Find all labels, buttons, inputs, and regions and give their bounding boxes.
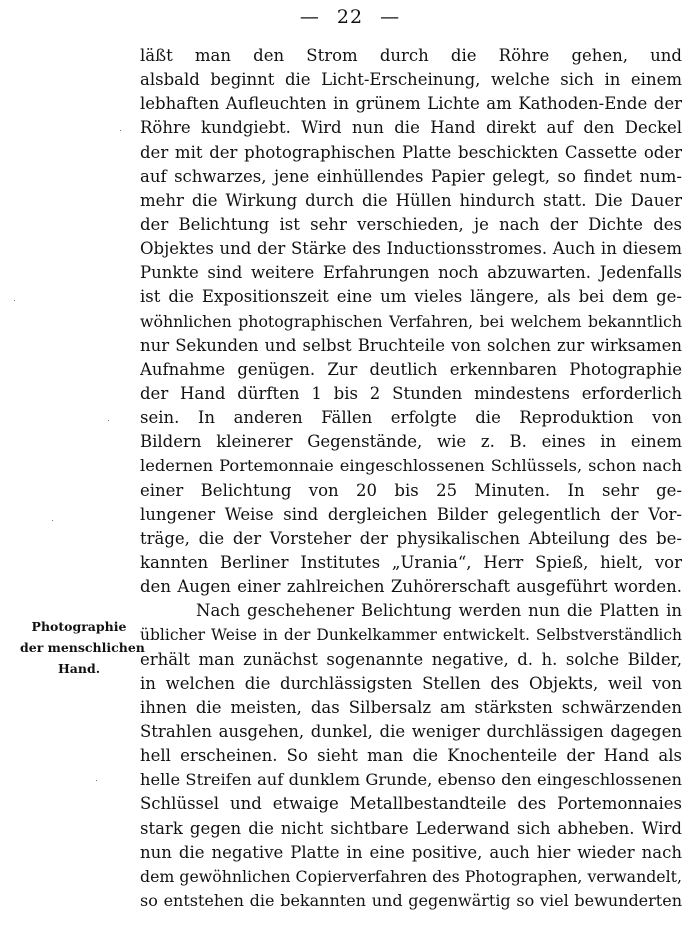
text-line: lungener Weise sind dergleichen Bilder gelegentlich der Vor-: [140, 504, 682, 524]
page-number: [0, 6, 700, 28]
text-line: kannten Berliner Institutes „Urania“, Herr Spieß, hielt, vor: [140, 552, 682, 572]
text-line: auf schwarzes, jene einhüllendes Papier gelegt, so findet num-: [140, 166, 682, 186]
scan-speck: [120, 130, 121, 131]
scan-speck: [96, 780, 97, 781]
text-line: erhält man zunächst sogenannte negative, d. h. solche Bilder,: [140, 649, 682, 669]
text-line: Röhre kundgiebt. Wird nun die Hand direkt auf den Deckel: [140, 118, 682, 138]
text-line: träge, die der Vorsteher der physikalischen Abteilung des be-: [140, 528, 682, 548]
text-line: ist die Expositionszeit eine um vieles längere, als bei dem ge-: [140, 287, 682, 307]
text-line: dem gewöhnlichen Copierverfahren des Photographen, verwandelt,: [140, 866, 682, 886]
text-line: Punkte sind weitere Erfahrungen noch abzuwarten. Jedenfalls: [140, 263, 682, 283]
text-line: Schlüssel und etwaige Metallbestandteile des Portemonnaies: [140, 794, 682, 814]
text-line: Aufnahme genügen. Zur deutlich erkennbaren Photographie: [140, 359, 682, 379]
margin-note-line: der menschlichen: [20, 640, 145, 655]
text-line: läßt man den Strom durch die Röhre gehen, und: [140, 46, 682, 65]
page-number-value: 22: [336, 6, 364, 28]
text-line: mehr die Wirkung durch die Hüllen hindurch statt. Die Dauer: [140, 190, 682, 210]
text-line: der mit der photographischen Platte beschickten Cassette oder: [140, 142, 682, 162]
text-line: nur Sekunden und selbst Bruchteile von solchen zur wirksamen: [140, 335, 682, 355]
margin-note: [20, 616, 145, 679]
margin-note-line: Hand.: [57, 661, 101, 676]
text-line: Bildern kleinerer Gegenstände, wie z. B. eines in einem: [140, 432, 682, 452]
text-line: ledernen Portemonnaie eingeschlossenen Schlüssels, schon nach: [140, 456, 682, 476]
scan-speck: [108, 420, 109, 421]
text-line: Objektes und der Stärke des Inductionsstromes. Auch in diesem: [140, 239, 682, 259]
margin-note-line: Photographie: [31, 619, 127, 634]
text-line: helle Streifen auf dunklem Grunde, ebenso den eingeschlossenen: [140, 770, 682, 790]
text-line: der Hand dürften 1 bis 2 Stunden mindestens erforderlich: [140, 383, 682, 403]
text-line: Strahlen ausgehen, dunkel, die weniger durchlässigen dagegen: [140, 721, 682, 741]
scan-speck: [52, 520, 53, 521]
page-number-dash-left: —: [299, 6, 320, 28]
page-number-dash-right: —: [380, 6, 401, 28]
text-line: der Belichtung ist sehr verschieden, je nach der Dichte des: [140, 214, 682, 234]
text-line: hell erscheinen. So sieht man die Knochenteile der Hand als: [140, 746, 682, 766]
scan-speck: [14, 300, 15, 301]
text-line: stark gegen die nicht sichtbare Lederwand sich abheben. Wird: [140, 818, 682, 838]
text-line: einer Belichtung von 20 bis 25 Minuten. In sehr ge-: [140, 480, 682, 500]
text-line: lebhaften Aufleuchten in grünem Lichte am Kathoden-Ende der: [140, 94, 682, 114]
text-line: so entstehen die bekannten und gegenwärtig so viel bewunderten: [140, 890, 682, 910]
text-line: wöhnlichen photographischen Verfahren, bei welchem bekanntlich: [140, 311, 682, 331]
text-line: sein. In anderen Fällen erfolgte die Reproduktion von: [140, 408, 682, 428]
text-line: nun die negative Platte in eine positive, auch hier wieder nach: [140, 842, 682, 862]
body-text: [140, 44, 682, 913]
text-line: den Augen einer zahlreichen Zuhörerschaft ausgeführt worden.: [140, 577, 682, 597]
text-line: alsbald beginnt die Licht-Erscheinung, welche sich in einem: [140, 70, 682, 90]
paragraph-start-line: Nach geschehener Belichtung werden nun die Platten in: [196, 601, 682, 621]
text-line: ihnen die meisten, das Silbersalz am stärksten schwärzenden: [140, 697, 682, 717]
text-line: üblicher Weise in der Dunkelkammer entwickelt. Selbstverständlich: [140, 626, 682, 645]
text-line: in welchen die durchlässigsten Stellen des Objekts, weil von: [140, 673, 682, 693]
